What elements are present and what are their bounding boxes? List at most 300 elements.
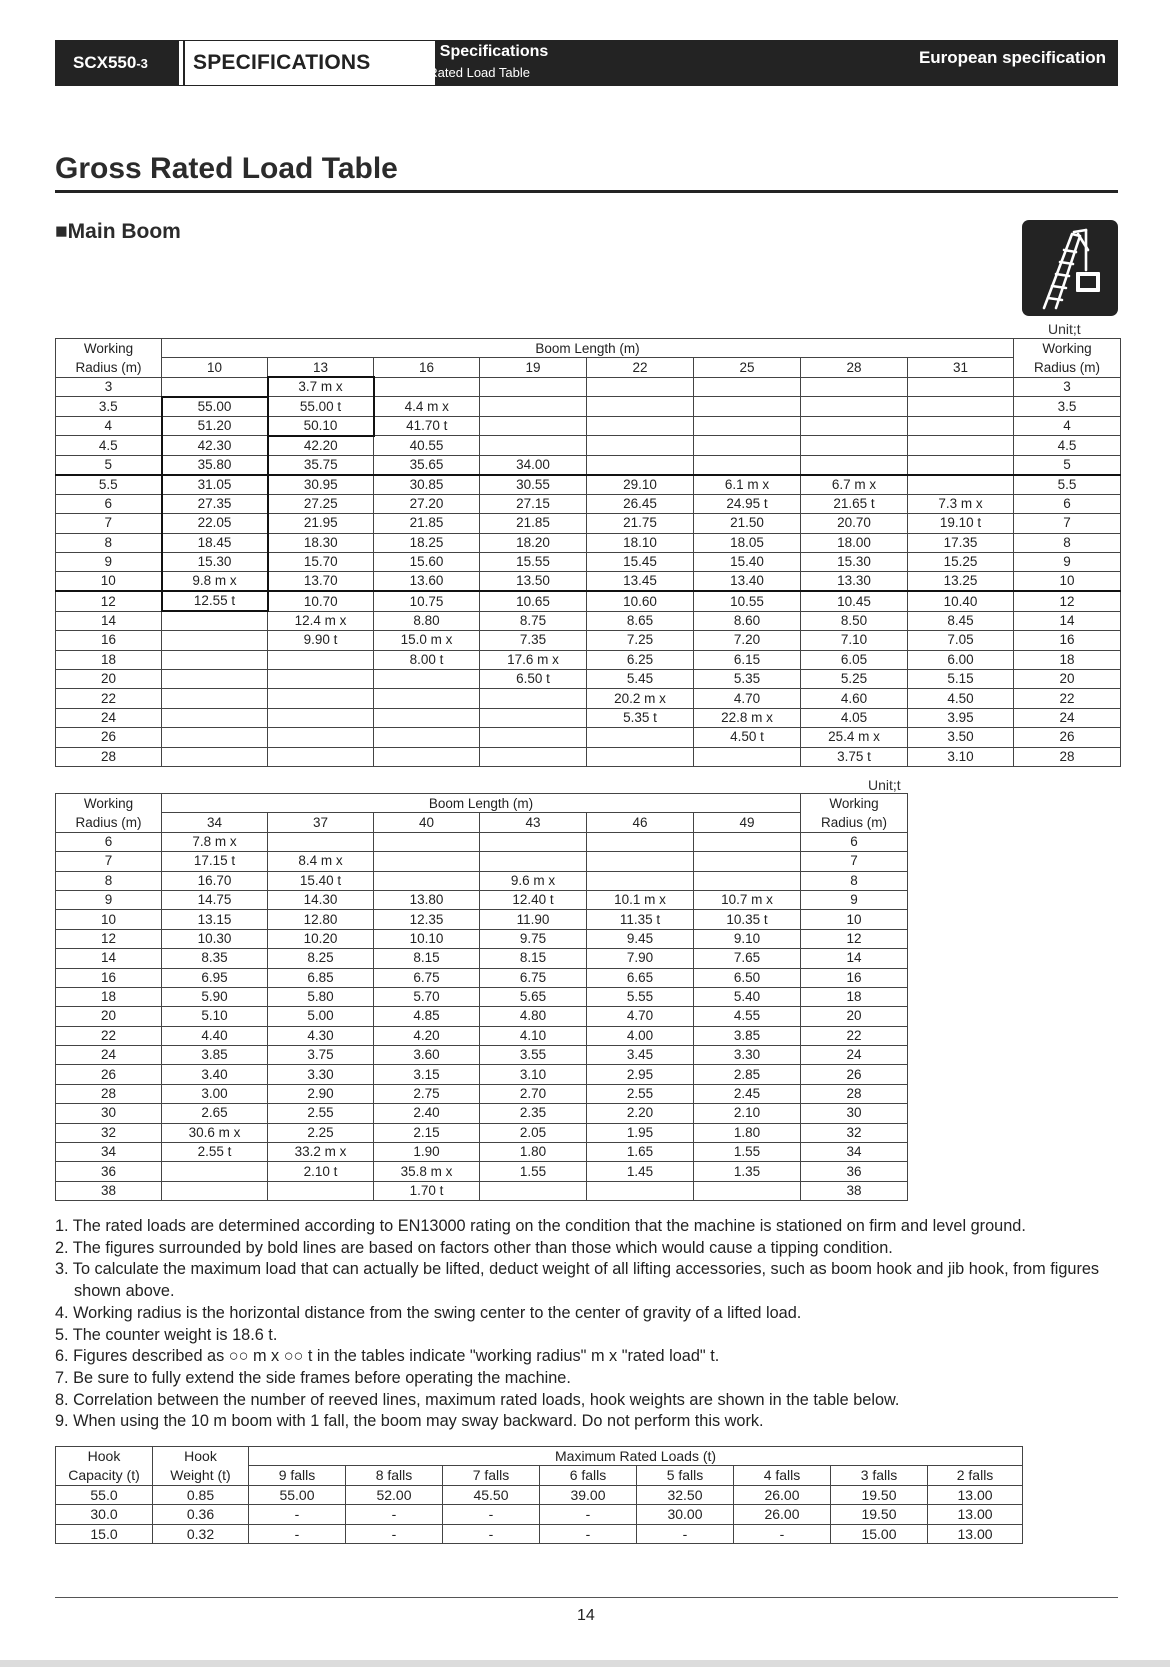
boom-length-13: 13 [268,358,374,377]
table-row [56,890,908,909]
load-cell: 4.05 [801,708,908,727]
load-cell: 8.4 m x [268,852,374,871]
radius-cell: 34 [56,1143,162,1162]
load-cell: 3.85 [162,1046,268,1065]
load-cell: 9.10 [694,929,801,948]
max-load-cell: - [249,1505,346,1524]
hook-capacity-header: Capacity (t) [56,1466,153,1485]
radius-cell: 28 [56,1084,162,1103]
note-item: 3. To calculate the maximum load that can actually be lifted, deduct weight of all lifting accessories, such as boom hook and jib hook, from figures shown above. [55,1260,1100,1301]
radius-cell: 3 [1014,377,1121,397]
load-cell: 9.75 [480,929,587,948]
radius-cell: 20 [801,1007,908,1026]
load-cell: 9.45 [587,929,694,948]
load-cell: 10.55 [694,591,801,611]
load-cell [162,631,268,650]
load-cell [268,708,374,727]
load-cell: 10.65 [480,591,587,611]
load-cell: 21.50 [694,514,801,533]
region-label: European specification [918,48,1106,67]
load-cell: 10.20 [268,929,374,948]
radius-cell: 6 [56,494,162,513]
load-cell: 2.85 [694,1065,801,1084]
load-cell: 1.80 [694,1123,801,1142]
header-bar [55,40,1118,86]
max-load-cell: - [443,1505,540,1524]
load-cell [480,852,587,871]
radius-cell: 9 [801,890,908,909]
load-cell: 4.80 [480,1007,587,1026]
load-cell [268,1181,374,1200]
radius-cell: 24 [56,708,162,727]
table-row [56,416,1121,436]
table-row [56,514,1121,533]
radius-cell: 34 [801,1143,908,1162]
unit-label: Unit;t [868,777,901,793]
boom-length-34: 34 [162,813,268,832]
radius-cell: 22 [801,1026,908,1045]
load-cell [801,416,908,436]
table-row [56,533,1121,552]
load-cell: 3.50 [908,728,1014,747]
load-cell: 2.35 [480,1104,587,1123]
load-cell: 13.45 [587,572,694,592]
page-title: Gross Rated Load Table [55,152,398,185]
load-cell: 15.40 t [268,871,374,890]
table-row [56,591,1121,611]
load-cell: 15.40 [694,552,801,571]
max-rated-loads-header: Maximum Rated Loads (t) [249,1447,1023,1466]
load-cell [694,1181,801,1200]
load-cell: 30.55 [480,475,587,495]
load-cell: 6.00 [908,650,1014,669]
radius-cell: 16 [56,631,162,650]
load-cell: 4.40 [162,1026,268,1045]
load-cell: 15.60 [374,552,480,571]
load-cell: 6.85 [268,968,374,987]
load-cell: 15.30 [801,552,908,571]
load-cell [480,416,587,436]
load-cell [908,455,1014,475]
load-cell: 6.7 m x [801,475,908,495]
load-cell: 19.10 t [908,514,1014,533]
radius-cell: 5.5 [1014,475,1121,495]
load-cell [694,852,801,871]
load-table-long-boom [55,793,908,1201]
load-cell: 13.30 [801,572,908,592]
load-cell: 4.85 [374,1007,480,1026]
boom-length-37: 37 [268,813,374,832]
radius-cell: 26 [1014,728,1121,747]
table-row [56,572,1121,592]
radius-header-cell: Working [56,794,162,813]
load-cell [694,747,801,766]
load-cell [480,397,587,417]
load-cell: 18.05 [694,533,801,552]
load-cell [162,728,268,747]
load-cell: 7.90 [587,949,694,968]
table-row [56,475,1121,495]
table-row [56,1007,908,1026]
load-cell: 4.70 [694,689,801,708]
max-load-cell: - [637,1524,734,1543]
boom-length-header: Boom Length (m) [162,794,801,813]
load-cell: 2.10 t [268,1162,374,1181]
load-cell: 30.6 m x [162,1123,268,1142]
radius-header-cell: Working [801,794,908,813]
load-cell [587,377,694,397]
load-cell: 2.20 [587,1104,694,1123]
radius-cell: 3.5 [1014,397,1121,417]
load-cell: 1.55 [480,1162,587,1181]
load-cell: 12.40 t [480,890,587,909]
load-cell: 3.30 [268,1065,374,1084]
max-load-cell: - [346,1524,443,1543]
load-cell: 27.35 [162,494,268,513]
max-load-cell: 19.50 [831,1505,928,1524]
load-cell: 5.35 [694,670,801,689]
load-cell: 2.40 [374,1104,480,1123]
load-cell: 10.1 m x [587,890,694,909]
load-cell: 12.55 t [162,591,268,611]
load-cell: 3.10 [480,1065,587,1084]
table-row [56,455,1121,475]
load-cell: 3.95 [908,708,1014,727]
page-number: 14 [577,1607,595,1624]
load-cell: 8.35 [162,949,268,968]
load-cell: 2.05 [480,1123,587,1142]
hook-weight-cell: 0.32 [153,1524,249,1543]
load-cell: 35.65 [374,455,480,475]
radius-cell: 24 [56,1046,162,1065]
load-cell [162,377,268,397]
load-cell: 2.15 [374,1123,480,1142]
load-cell: 13.25 [908,572,1014,592]
load-cell: 18.10 [587,533,694,552]
table-row [56,494,1121,513]
load-cell [694,377,801,397]
load-cell: 55.00 [162,397,268,417]
load-cell: 7.20 [694,631,801,650]
load-cell [908,397,1014,417]
max-load-cell: 52.00 [346,1485,443,1504]
load-cell: 8.45 [908,611,1014,630]
load-cell: 1.65 [587,1143,694,1162]
hook-weight-cell: 0.36 [153,1505,249,1524]
radius-cell: 3 [56,377,162,397]
radius-cell: 26 [56,728,162,747]
max-load-cell: - [734,1524,831,1543]
falls-header: 3 falls [831,1466,928,1485]
table-row [56,747,1121,766]
load-cell [587,455,694,475]
load-cell: 2.70 [480,1084,587,1103]
load-cell: 5.45 [587,670,694,689]
load-cell [694,832,801,851]
load-cell: 3.7 m x [268,377,374,397]
radius-header-cell: Working [1014,339,1121,358]
max-load-cell: 32.50 [637,1485,734,1504]
load-cell: 21.85 [480,514,587,533]
radius-cell: 4 [1014,416,1121,436]
table-row [56,1104,908,1123]
load-cell: 17.6 m x [480,650,587,669]
radius-cell: 10 [1014,572,1121,592]
boom-length-10: 10 [162,358,268,377]
load-cell: 15.55 [480,552,587,571]
load-table-short-boom [55,338,1121,767]
load-cell [480,1181,587,1200]
hook-weight-cell: 0.85 [153,1485,249,1504]
note-item: 9. When using the 10 m boom with 1 fall, the boom may sway backward. Do not perform this work. [55,1412,764,1431]
table-row [56,987,908,1006]
max-load-cell: 26.00 [734,1505,831,1524]
load-cell: 12.4 m x [268,611,374,630]
load-cell: 6.15 [694,650,801,669]
load-cell [162,650,268,669]
load-cell: 22.05 [162,514,268,533]
load-cell [268,832,374,851]
radius-header-cell: Radius (m) [56,813,162,832]
table-row [56,1485,1023,1504]
load-cell: 3.85 [694,1026,801,1045]
max-load-cell: 39.00 [540,1485,637,1504]
load-cell: 8.50 [801,611,908,630]
load-cell: 6.75 [374,968,480,987]
max-load-cell: - [443,1524,540,1543]
load-cell [268,747,374,766]
load-cell: 4.00 [587,1026,694,1045]
load-cell: 41.70 t [374,416,480,436]
load-cell: 29.10 [587,475,694,495]
max-load-cell: 26.00 [734,1485,831,1504]
radius-cell: 5 [56,455,162,475]
radius-cell: 6 [56,832,162,851]
load-cell: 8.80 [374,611,480,630]
radius-cell: 20 [56,670,162,689]
load-cell: 13.80 [374,890,480,909]
load-cell: 26.45 [587,494,694,513]
load-cell [374,670,480,689]
load-cell [268,650,374,669]
radius-cell: 4.5 [1014,436,1121,456]
table-row [56,1524,1023,1543]
load-cell: 40.55 [374,436,480,456]
radius-cell: 18 [56,650,162,669]
load-cell [801,377,908,397]
load-cell [587,436,694,456]
load-cell: 50.10 [268,416,374,436]
load-cell: 9.6 m x [480,871,587,890]
load-cell: 7.25 [587,631,694,650]
hook-capacity-header: Hook [56,1447,153,1466]
table-row [56,1065,908,1084]
load-cell: 5.40 [694,987,801,1006]
radius-cell: 20 [1014,670,1121,689]
load-cell [587,852,694,871]
load-cell: 8.25 [268,949,374,968]
boom-length-16: 16 [374,358,480,377]
load-cell: 6.1 m x [694,475,801,495]
load-cell [374,871,480,890]
radius-cell: 8 [801,871,908,890]
boom-length-25: 25 [694,358,801,377]
radius-cell: 30 [801,1104,908,1123]
table-row [56,1162,908,1181]
section-label: SPECIFICATIONS [193,51,371,74]
load-cell: 13.70 [268,572,374,592]
load-cell: 5.65 [480,987,587,1006]
radius-cell: 12 [56,929,162,948]
load-cell [480,377,587,397]
table-row [56,631,1121,650]
load-cell: 5.10 [162,1007,268,1026]
load-cell: 15.70 [268,552,374,571]
radius-header-cell: Working [56,339,162,358]
load-cell: 10.75 [374,591,480,611]
table-row [56,689,1121,708]
load-cell: 30.85 [374,475,480,495]
load-cell: 31.05 [162,475,268,495]
load-cell: 15.0 m x [374,631,480,650]
hook-weight-header: Weight (t) [153,1466,249,1485]
table-row [56,1084,908,1103]
radius-cell: 38 [801,1181,908,1200]
load-cell: 10.35 t [694,910,801,929]
load-cell: 3.45 [587,1046,694,1065]
unit-label: Unit;t [1048,321,1081,337]
crane-boom-icon [1022,220,1118,316]
radius-cell: 3.5 [56,397,162,417]
load-cell: 3.30 [694,1046,801,1065]
hook-capacity-cell: 15.0 [56,1524,153,1543]
load-cell: 10.70 [268,591,374,611]
radius-cell: 22 [56,689,162,708]
load-cell: 6.05 [801,650,908,669]
load-cell: 11.35 t [587,910,694,929]
table-row [56,670,1121,689]
max-load-cell: 15.00 [831,1524,928,1543]
table-row [56,377,1121,397]
max-load-cell: 19.50 [831,1485,928,1504]
radius-cell: 24 [1014,708,1121,727]
load-cell [587,747,694,766]
max-load-cell: 30.00 [637,1505,734,1524]
load-cell: 16.70 [162,871,268,890]
load-cell [480,689,587,708]
table-row [56,968,908,987]
table-row [56,1505,1023,1524]
load-cell: 20.2 m x [587,689,694,708]
radius-cell: 38 [56,1181,162,1200]
load-cell: 7.10 [801,631,908,650]
falls-header: 7 falls [443,1466,540,1485]
max-load-cell: - [346,1505,443,1524]
radius-cell: 30 [56,1104,162,1123]
load-cell: 15.45 [587,552,694,571]
load-cell: 4.20 [374,1026,480,1045]
boom-length-header: Boom Length (m) [162,339,1014,358]
table-row [56,611,1121,630]
load-cell: 34.00 [480,455,587,475]
load-cell: 6.75 [480,968,587,987]
load-cell: 11.90 [480,910,587,929]
table-row [56,1026,908,1045]
load-cell [587,416,694,436]
load-cell: 8.15 [374,949,480,968]
load-cell [374,852,480,871]
note-item: 6. Figures described as ○○ m x ○○ t in the tables indicate "working radius" m x "rated load" t. [55,1347,720,1366]
load-cell: 3.75 [268,1046,374,1065]
radius-cell: 32 [56,1123,162,1142]
falls-header: 2 falls [928,1466,1023,1485]
load-cell [801,397,908,417]
load-cell [480,708,587,727]
load-cell: 17.15 t [162,852,268,871]
boom-length-28: 28 [801,358,908,377]
load-cell: 18.45 [162,533,268,552]
load-cell: 27.15 [480,494,587,513]
load-cell: 13.15 [162,910,268,929]
note-item: 8. Correlation between the number of reeved lines, maximum rated loads, hook weights are shown in the table below. [55,1390,900,1409]
load-cell: 10.60 [587,591,694,611]
table-row [56,552,1121,571]
load-cell: 3.15 [374,1065,480,1084]
radius-cell: 9 [56,552,162,571]
load-cell [374,689,480,708]
table-row [56,1143,908,1162]
load-cell: 21.85 [374,514,480,533]
load-cell [480,747,587,766]
load-cell: 8.00 t [374,650,480,669]
boom-length-31: 31 [908,358,1014,377]
load-cell: 13.40 [694,572,801,592]
load-cell: 2.55 [587,1084,694,1103]
load-cell [480,436,587,456]
radius-cell: 14 [801,949,908,968]
load-cell: 5.25 [801,670,908,689]
load-cell: 1.55 [694,1143,801,1162]
load-cell [908,377,1014,397]
load-cell: 13.60 [374,572,480,592]
radius-cell: 22 [1014,689,1121,708]
load-cell: 6.65 [587,968,694,987]
load-cell: 1.70 t [374,1181,480,1200]
radius-cell: 26 [56,1065,162,1084]
load-cell: 2.55 t [162,1143,268,1162]
radius-cell: 12 [1014,591,1121,611]
load-cell [908,475,1014,495]
model-name: SCX550-3 [73,53,148,72]
load-cell: 27.25 [268,494,374,513]
table-row [56,1181,908,1200]
load-cell: 20.70 [801,514,908,533]
radius-cell: 18 [801,987,908,1006]
load-cell: 3.00 [162,1084,268,1103]
table-row [56,871,908,890]
load-cell: 4.50 [908,689,1014,708]
load-cell: 5.55 [587,987,694,1006]
radius-cell: 26 [801,1065,908,1084]
load-cell: 24.95 t [694,494,801,513]
table-row [56,910,908,929]
load-cell: 4.50 t [694,728,801,747]
radius-cell: 9 [56,890,162,909]
table-row [56,929,908,948]
table-row [56,1046,908,1065]
radius-cell: 4.5 [56,436,162,456]
load-cell: 51.20 [162,416,268,436]
